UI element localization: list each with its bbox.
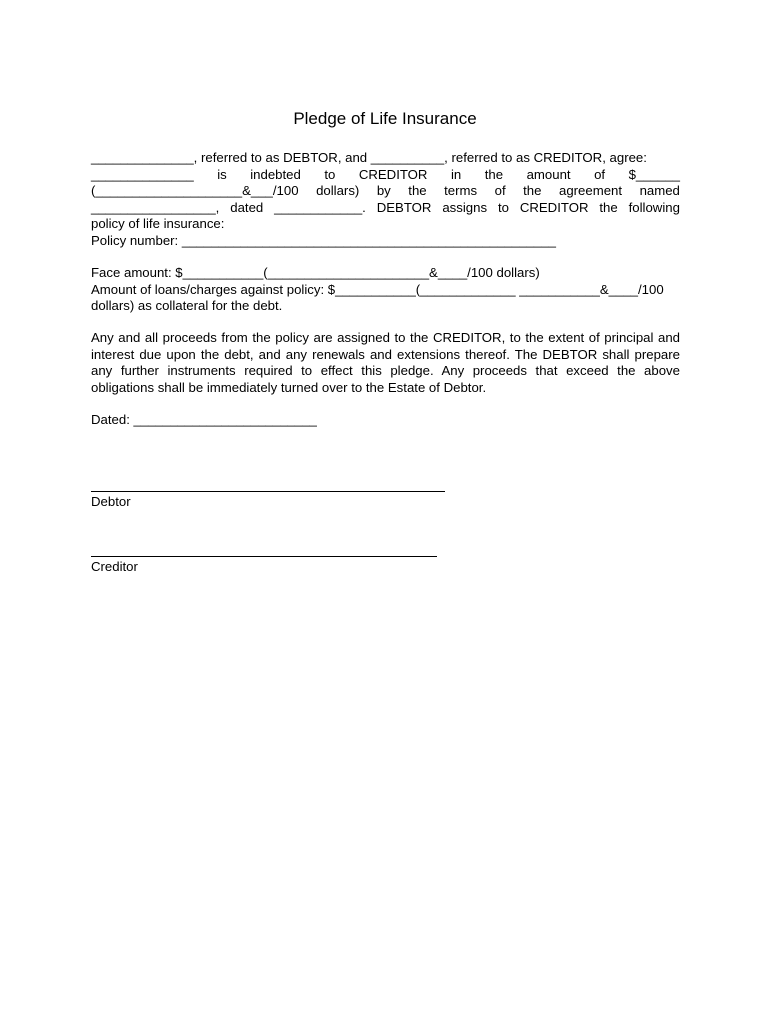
intro-line-2 — [91, 167, 680, 184]
collateral-line: dollars) as collateral for the debt. — [91, 298, 283, 313]
dated-line[interactable]: Dated: _________________________ — [91, 412, 317, 427]
amounts-block — [91, 265, 680, 315]
loans-amount-text: Amount of loans/charges against policy: $___________(_____________ ___________&____/100 — [91, 281, 664, 297]
blank-amount-words[interactable]: (____________________&___/100 — [91, 183, 299, 198]
blank-debtor-name-2[interactable]: ______________ — [91, 166, 194, 182]
debtor-label: Debtor — [91, 494, 131, 509]
word: amount — [526, 166, 571, 182]
intro-line-1: ______________, referred to as DEBTOR, and __________, referred to as CREDITOR, agree: — [91, 150, 647, 165]
creditor-label: Creditor — [91, 559, 138, 574]
intro-block — [91, 150, 680, 249]
word: CREDITOR — [519, 199, 589, 215]
word: the — [484, 166, 504, 182]
word: dated — [230, 199, 264, 215]
word: the — [599, 199, 618, 215]
word: by — [376, 183, 391, 198]
word: of — [494, 183, 506, 198]
word: named — [639, 183, 680, 198]
word: in — [450, 166, 462, 182]
document-title: Pledge of Life Insurance — [293, 109, 477, 128]
intro-line-4 — [91, 200, 680, 217]
word: the — [523, 183, 542, 198]
word: to — [497, 199, 509, 215]
word: indebted — [250, 166, 301, 182]
policy-number-line[interactable]: Policy number: ___________________________________________________ — [91, 232, 556, 248]
word: the — [408, 183, 427, 198]
blank-agreement-date[interactable]: ____________. — [274, 199, 366, 215]
intro-line-3 — [91, 183, 680, 200]
word: is — [217, 166, 227, 182]
word: dollars) — [316, 183, 360, 198]
proceeds-paragraph: Any and all proceeds from the policy are assigned to the CREDITOR, to the extent of principal and interest due upon the debt, and any renewals and extensions thereof. The DEBTOR shall prepare any further instruments required to effect this pledge. Any proceeds that exceed the above obligations shall be immediately turned over to the Estate of Debtor. — [91, 330, 680, 395]
intro-line-5: policy of life insurance: — [91, 216, 225, 231]
word: terms — [444, 183, 478, 198]
word: agreement — [559, 183, 623, 198]
word: assigns — [442, 199, 488, 215]
creditor-signature-line[interactable] — [91, 556, 437, 557]
loans-amount-line[interactable] — [91, 282, 680, 299]
word: following — [628, 199, 680, 215]
face-amount-line[interactable]: Face amount: $___________(______________________&____/100 dollars) — [91, 265, 540, 280]
blank-amount[interactable]: $______ — [628, 166, 680, 182]
word: of — [594, 166, 606, 182]
word: CREDITOR — [358, 166, 428, 182]
word: DEBTOR — [376, 199, 432, 215]
debtor-signature-line[interactable] — [91, 491, 445, 492]
word: to — [324, 166, 336, 182]
dated-block — [91, 412, 680, 429]
blank-agreement-name[interactable]: _________________, — [91, 199, 220, 215]
